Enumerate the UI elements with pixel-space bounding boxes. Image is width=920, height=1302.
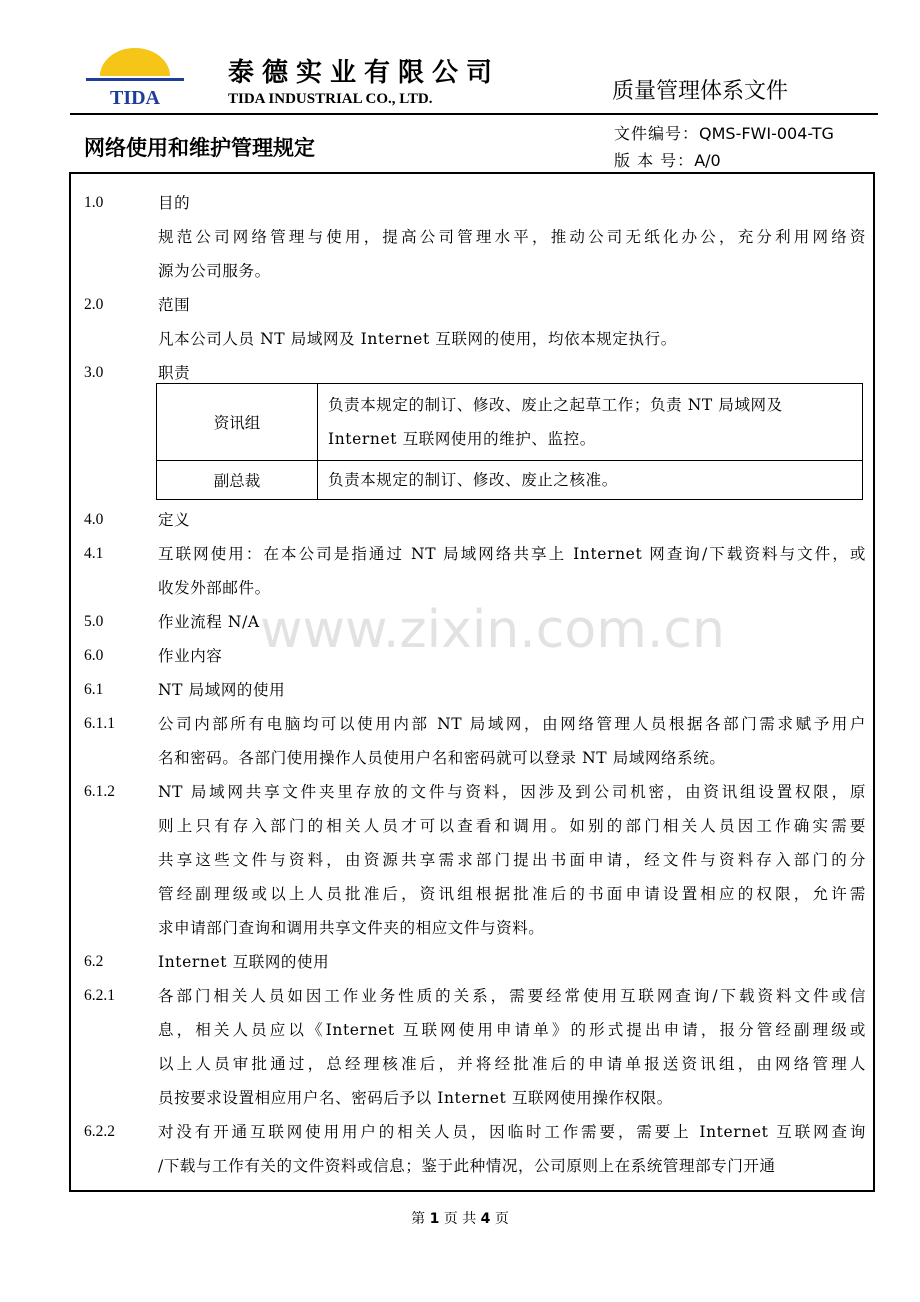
version bbox=[614, 148, 721, 171]
text-line: 规范公司网络管理与使用，提高公司管理水平，推动公司无纸化办公，充分利用网络资 bbox=[158, 228, 866, 246]
page-footer bbox=[0, 1208, 920, 1228]
text-line: 公司内部所有电脑均可以使用内部 NT 局域网，由网络管理人员根据各部门需求赋予用户 bbox=[158, 715, 866, 733]
text-line: 管经副理级或以上人员批准后，资讯组根据批准后的书面申请设置相应的权限，允许需 bbox=[158, 885, 866, 903]
text-line: 共享这些文件与资料，由资源共享需求部门提出书面申请，经文件与资料存入部门的分 bbox=[158, 851, 866, 869]
text-line: 员按要求设置相应用户名、密码后予以 Internet 互联网使用操作权限。 bbox=[158, 1089, 673, 1107]
text-line: 职责 bbox=[158, 364, 191, 382]
text-line: NT 局域网的使用 bbox=[158, 681, 286, 699]
file-number-label: 文件编号： bbox=[614, 124, 700, 143]
text-line: 对没有开通互联网使用用户的相关人员，因临时工作需要，需要上 Internet 互联网查询 bbox=[158, 1123, 866, 1141]
section-text bbox=[158, 1115, 866, 1183]
section-number: 6.2 bbox=[84, 953, 104, 970]
section-number: 5.0 bbox=[84, 613, 104, 630]
file-number-value: QMS-FWI-004-TG bbox=[699, 124, 834, 143]
text-line: 作业内容 bbox=[158, 647, 223, 665]
version-value: A/0 bbox=[694, 151, 721, 170]
logo-text: TIDA bbox=[109, 87, 161, 109]
page-title: 网络使用和维护管理规定 bbox=[84, 136, 315, 160]
file-number bbox=[614, 121, 834, 144]
section-text bbox=[158, 186, 866, 220]
company-name-cn: 泰德实业有限公司 bbox=[228, 58, 501, 88]
text-line: 互联网使用：在本公司是指通过 NT 局域网络共享上 Internet 网查询/下载资料与文件，或 bbox=[158, 545, 866, 563]
section-number: 3.0 bbox=[84, 364, 104, 381]
section-number: 4.0 bbox=[84, 511, 104, 528]
text-line: 名和密码。各部门使用操作人员使用户名和密码就可以登录 NT 局域网络系统。 bbox=[158, 749, 726, 767]
page-total: 4 bbox=[480, 1211, 491, 1227]
text-line: 则上只有存入部门的相关人员才可以查看和调用。如别的部门相关人员因工作确实需要 bbox=[158, 817, 866, 835]
role-cell: 资讯组 bbox=[157, 384, 318, 461]
section-text bbox=[158, 945, 866, 979]
text-line: 作业流程 N/A bbox=[158, 613, 260, 631]
table-row bbox=[157, 461, 863, 500]
text-line: 源为公司服务。 bbox=[158, 262, 271, 280]
section-text bbox=[158, 775, 866, 945]
footer-mid: 页 共 bbox=[443, 1211, 477, 1227]
section-text bbox=[158, 979, 866, 1115]
company-name-en: TIDA INDUSTRIAL CO., LTD. bbox=[228, 91, 433, 107]
version-label: 版 本 号： bbox=[614, 151, 695, 170]
text-line: 定义 bbox=[158, 511, 191, 529]
text-line: 以上人员审批通过，总经理核准后，并将经批准后的申请单报送资讯组，由网络管理人 bbox=[158, 1055, 866, 1073]
text-line: 各部门相关人员如因工作业务性质的关系，需要经常使用互联网查询/下载资料文件或信 bbox=[158, 987, 866, 1005]
text-line: /下载与工作有关的文件资料或信息；鉴于此种情况，公司原则上在系统管理部专门开通 bbox=[158, 1157, 776, 1175]
section-number: 6.1.1 bbox=[84, 715, 115, 732]
duty-line: 负责本规定的制订、修改、废止之核准。 bbox=[328, 471, 618, 489]
responsibility-table bbox=[156, 383, 863, 500]
role-cell: 副总裁 bbox=[157, 461, 318, 500]
table-row bbox=[157, 384, 863, 461]
section-text bbox=[158, 288, 866, 322]
section-number: 2.0 bbox=[84, 296, 104, 313]
section-number: 1.0 bbox=[84, 194, 104, 211]
section-text bbox=[158, 503, 866, 537]
text-line: Internet 互联网的使用 bbox=[158, 953, 330, 971]
text-line: 范围 bbox=[158, 296, 191, 314]
section-text bbox=[158, 707, 866, 775]
text-line: NT 局域网共享文件夹里存放的文件与资料，因涉及到公司机密，由资讯组设置权限，原 bbox=[158, 783, 866, 801]
section-text bbox=[158, 537, 866, 605]
text-line: 目的 bbox=[158, 194, 191, 212]
text-line: 收发外部邮件。 bbox=[158, 579, 271, 597]
text-line: 息，相关人员应以《Internet 互联网使用申请单》的形式提出申请，报分管经副理级或 bbox=[158, 1021, 866, 1039]
page-number: 1 bbox=[429, 1211, 440, 1227]
duty-cell bbox=[318, 384, 863, 461]
duty-line: 负责本规定的制订、修改、废止之起草工作；负责 NT 局域网及 bbox=[328, 396, 783, 414]
company-logo bbox=[86, 46, 184, 110]
text-line: 凡本公司人员 NT 局域网及 Internet 互联网的使用，均依本规定执行。 bbox=[158, 330, 677, 348]
header-divider bbox=[70, 113, 878, 115]
watermark: www.zixin.com.cn bbox=[260, 600, 725, 660]
section-number: 6.1 bbox=[84, 681, 104, 698]
section-number: 4.1 bbox=[84, 545, 104, 562]
document-type: 质量管理体系文件 bbox=[612, 79, 789, 104]
footer-suffix: 页 bbox=[494, 1211, 509, 1227]
section-number: 6.2.1 bbox=[84, 987, 115, 1004]
section-number: 6.0 bbox=[84, 647, 104, 664]
section-text bbox=[158, 220, 866, 288]
footer-prefix: 第 bbox=[411, 1211, 426, 1227]
section-text bbox=[158, 673, 866, 707]
section-text bbox=[158, 322, 866, 356]
section-number: 6.1.2 bbox=[84, 783, 115, 800]
duty-line: Internet 互联网使用的维护、监控。 bbox=[328, 430, 596, 448]
section-number: 6.2.2 bbox=[84, 1123, 115, 1140]
duty-cell bbox=[318, 461, 863, 500]
text-line: 求申请部门查询和调用共享文件夹的相应文件与资料。 bbox=[158, 919, 545, 937]
